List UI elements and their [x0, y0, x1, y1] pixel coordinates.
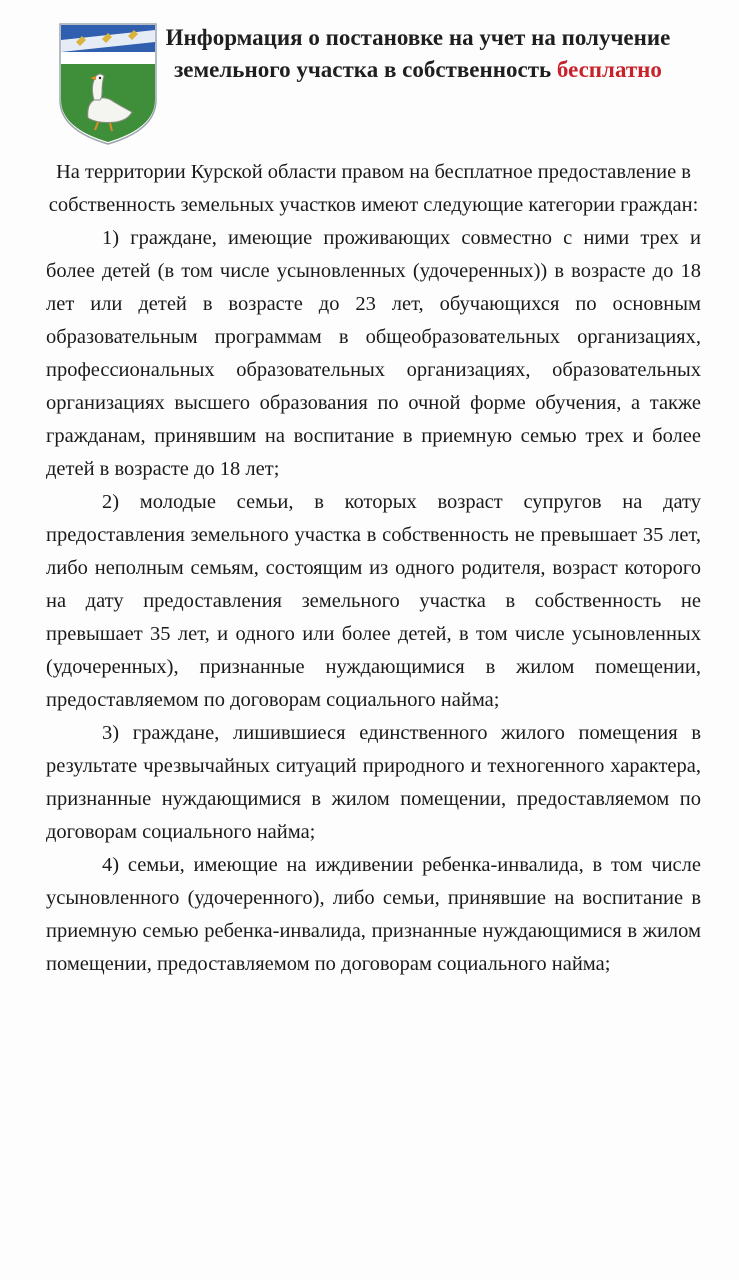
title-highlight: бесплатно	[556, 57, 662, 82]
list-item-3: 3) граждане, лишившиеся единственного жилого помещения в результате чрезвычайных ситуаций природного и техногенного характера, признанные нуждающимися в жилом помещении, предоставляемом по договорам социального найма;	[46, 722, 701, 843]
title-main: Информация о постановке на учет на получение земельного участка в собственность	[165, 25, 671, 82]
list-item-1: 1) граждане, имеющие проживающих совместно с ними трех и более детей (в том числе усыновленных (удочеренных)) в возрасте до 18 лет или детей в возрасте до 23 лет, обучающихся по основным образовательным программам в общеобразовательных организациях, профессиональных образовательных организациях, образовательных организациях высшего образования по очной форме обучения, а также гражданам, принявшим на воспитание в приемную семью трех и более детей в возрасте до 18 лет;	[46, 227, 701, 480]
page-title	[158, 22, 678, 86]
list-item-2: 2) молодые семьи, в которых возраст супругов на дату предоставления земельного участка в собственность не превышает 35 лет, либо неполным семьям, состоящим из одного родителя, возраст которого на дату предоставления земельного участка в собственность не превышает 35 лет, и одного или более детей, в том числе усыновленных (удочеренных), признанные нуждающимися в жилом помещении, предоставляемом по договорам социального найма;	[46, 491, 701, 711]
list-item-4: 4) семьи, имеющие на иждивении ребенка-инвалида, в том числе усыновленного (удочеренного), либо семьи, принявшие на воспитание в приемную семью ребенка-инвалида, признанные нуждающимися в жилом помещении, предоставляемом по договорам социального найма;	[46, 854, 701, 975]
document-header	[46, 0, 701, 150]
intro-paragraph: На территории Курской области правом на бесплатное предоставление в собственность земельных участков имеют следующие категории граждан:	[48, 161, 699, 216]
coat-of-arms-icon	[58, 22, 158, 146]
